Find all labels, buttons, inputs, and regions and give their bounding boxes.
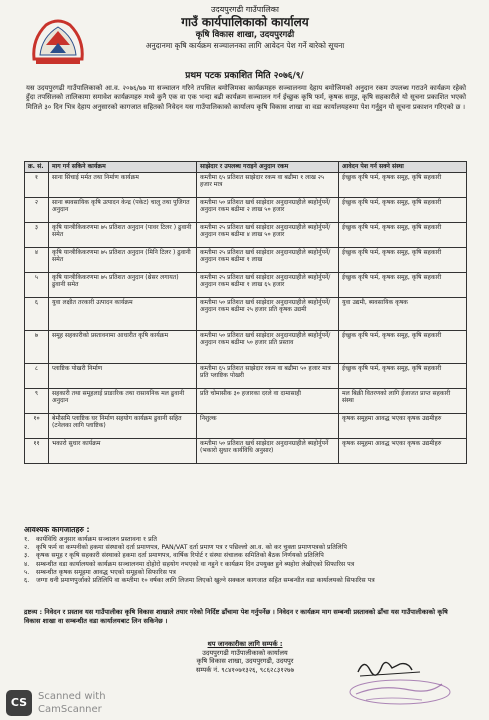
col-program: माग गर्न सकिने कार्यक्रम (49, 162, 197, 173)
office-name: गाउँ कार्यपालिकाको कार्यालय (181, 15, 309, 29)
list-item: ६. जग्गा धनी प्रमाणपुर्जाको प्रतिलिपि वा कम्तीमा १० वर्षका लागि लिजमा लिएको खुल्ने सक्कल कागजात सहित सम्बन्धीत वडा कार्यालयको सिफारिस पत्र (24, 577, 375, 585)
program-table (24, 161, 467, 464)
documents-list (24, 536, 466, 585)
col-applicant: आवेदन पेश गर्न सक्ने संस्था (339, 162, 467, 173)
list-item: २. कृषि फर्म वा कम्पनीको हकमा संस्थाको दर्ता प्रमाणपत्र, PAN/VAT दर्ता प्रमाण पत्र र पछिल्लो आ.व. को कर चुक्ता प्रमाणपत्रको प्रतिलिपि (24, 544, 347, 552)
office-header (95, 4, 395, 51)
col-serial: क्र. सं. (25, 162, 49, 173)
table-row: १ साना सिंचाई मर्मत तथा निर्माण कार्यक्रम कम्तीमा ६५ प्रतिशत साझेदार रकम वा बढीमा १ लाख २५ हजार मात्र ईच्छुक कृषि फर्म, कृषक समूह, कृषि सहकारी (25, 172, 467, 197)
table-row: ५ कृषि यान्त्रीकिकरणमा ७५ प्रतिशत अनुदान (थ्रेसर लगायत) ढुवानी समेत कम्तीमा २५ प्रतिशत खर्च साझेदार अनुदानग्राहीले ब्यहोर्नुपर्ने/अनुदान रकम बढीमा १ लाख ६५ हजार ईच्छुक कृषि फर्म, कृषक समूह, कृषि सहकारी (25, 272, 467, 297)
nepal-emblem-icon (28, 15, 88, 67)
contact-title: थप जानकारीका लागि सम्पर्क : (207, 640, 283, 648)
table-row: २ साना ब्यवसायिक कृषि उत्पादन केन्द्र (पकेट) चालु तथा पुजिगत अनुदान कम्तीमा ५० प्रतिशत खर्च साझेदार अनुदानग्राहीले ब्यहोर्नुपर्ने/अनुदान रकम बढीमा २ लाख ५० हजार ईच्छुक कृषि फर्म, कृषक समूह, कृषि सहकारी (25, 197, 467, 222)
list-item: ४. सम्बन्धीत वडा कार्यालयको कार्यक्रम सञ्चालनमा दोहोरो सहयोग नभएको वा नहुने र कार्यक्रम दिन उपयुक्त हुने ब्यहोरा लेखीएको सिफारिस पत्र (24, 560, 355, 568)
notice-title: प्रथम पटक प्रकाशित मिति २०७६/९/ (185, 71, 304, 81)
camscanner-watermark (6, 688, 166, 718)
list-item: ३. कृषक समूह र कृषि सहकारी संस्थाको हकमा दर्ता प्रमाणपत्र, वार्षिक रिपोर्ट र संस्था संचालक समितिको बैठक निर्णयको प्रतिलिपि (24, 552, 324, 560)
table-row: ६ युवा लक्षीत तरकारी उत्पादन कार्यक्रम कम्तीमा ५० प्रतिशत खर्च साझेदार अनुदानग्राहीले ब्यहोर्नुपर्ने/अनुदान रकम बढीमा २५ हजार प्रति कृषक उद्यमी युवा उद्यमी, ब्यवसायिक कृषक (25, 297, 467, 330)
list-item: ५. सम्बन्धीत कृषक समूहमा आवद्ध भएको समूहको सिफारिस पत्र (24, 568, 176, 576)
table-row: ९ सहकारी तथा समूहलाई प्राङारिक तथा रासायनिक मल ढुवानी अनुदान प्रति चोमासीक ३० हजारका दरले वा दामासाही मल बिक्री वितरणको लागि ईजाजत प्राप्त सहकारी संस्था (25, 388, 467, 413)
table-row: ११ भकारो सुधार कार्यक्रम कम्तीमा ५० प्रतिशत खर्च साझेदार अनुदानग्राहीले ब्यहोर्नुपर्ने (भकारो सुधार कार्यविधि अनुसार) कृषक समूहमा आवद्ध भएका कृषक उद्यमीहरु (25, 438, 467, 463)
municipality-name: उदयपुरगढी गाउँपालिका (211, 5, 279, 14)
documents-heading: आवश्यक कागजातहरु : (24, 525, 90, 534)
contact-office: उदयपुरगढी गाउँपालीकाको कार्यालय (202, 648, 288, 657)
contact-phone: सम्पर्क नं. ९८४१०७१३२६, ९८६२८३१२७७ (195, 665, 295, 674)
list-item: १. कार्यविधि अनुसार कार्यक्रम सञ्चालन प्रस्तावना १ प्रति (24, 536, 157, 543)
camscanner-logo-icon: CS (6, 690, 32, 716)
table-row: १० बेमौसमि प्लाष्टिक घर निर्माण सहयोग कार्यक्रम ढुवानी सहित (टनेलका लागि प्लाष्टिक) निशुल्क कृषक समूहमा आवद्ध भएका कृषक उद्यमीहरु (25, 413, 467, 438)
table-row: ७ समूह सहकारीको प्रस्तावनामा आधारीत कृषि कार्यक्रम कम्तीमा ५० प्रतिशत खर्च साझेदार अनुदानग्राहीले ब्यहोर्नुपर्ने/अनुदान रकम बढीमा ५० हजार प्रति प्रस्ताव ईच्छुक कृषि फर्म, कृषक समूह, कृषि सहकारी (25, 330, 467, 363)
table-row: ४ कृषि यान्त्रीकिकरणमा ७५ प्रतिशत अनुदान (मिनि टिलर ) ढुवानी समेत कम्तीमा २५ प्रतिशत खर्च साझेदार अनुदानग्राहीले ब्यहोर्नुपर्ने/अनुदान रकम बढीमा १ लाख ईच्छुक कृषि फर्म, कृषक समूह, कृषि सहकारी (25, 247, 467, 272)
table-row: ८ प्लाष्टिक पोखरी निर्माण कम्तीमा ६५ प्रतिशत साझेदार रकम वा बढीमा ५० हजार मात्र प्रति प्लाष्टिक पोखरी ईच्छुक कृषि फर्म, कृषक समूह, कृषि सहकारी (25, 363, 467, 388)
signature-stamp-icon (330, 654, 455, 709)
table-row: ३ कृषि यान्त्रीकिकरणमा ७५ प्रतिशत अनुदान (पावर टिलर ) ढुवानी समेत कम्तीमा २५ प्रतिशत खर्च साझेदार अनुदानग्राहीले ब्यहोर्नुपर्ने/अनुदान रकम बढीमा ४ लाख ५० हजार ईच्छुक कृषि फर्म, कृषक समूह, कृषि सहकारी (25, 222, 467, 247)
intro-paragraph: यस उदयपुरगढी गाउँपालिकाको आ.व. २०७६/७७ मा सञ्चालन गरिने तपसिल बमोजिमका कार्यक्रमहरु सञ्चालनमा देहाय बमोजिमको अनुदान रकम उपलब्ध गराउने कार्यक्रम रहेको हुँदा तपसिलको तालिकामा समावेश कार्यक्रमहरु मध्ये कुनै एक वा एक भन्दा बढी कार्यक्रम सञ्चालन गर्न ईच्छुक कृषि फर्म, कृषक समूह, कृषि सहकारीले यो सूचना प्रकाशित भएको मितिले ३० दिन भित्र देहाय अनुसारको कागजात सहितको निवेदन यस गाउँपालिकाको कार्यालय कृषि विकास शाखा वा वडा कार्यालयहरुमा पेश गर्नुहुन यो सूचना प्रकाशन गरिएको छ । (26, 84, 466, 111)
notice-subject: अनुदानमा कृषि कार्यक्रम सञ्चालनका लागि आवेदन पेश गर्ने बारेको सूचना (145, 41, 345, 50)
table-header-row (25, 162, 467, 173)
watermark-text: Scanned with CamScanner (38, 691, 106, 715)
contact-block (150, 640, 340, 674)
col-grant: साझेदार र उपलब्ध गराइने अनुदान रकम (197, 162, 339, 173)
contact-branch: कृषि विकास शाखा, उदयपुरगढी, उदयपुर (196, 657, 294, 666)
branch-name: कृषि विकास शाखा, उदयपुरगढी (195, 30, 295, 40)
note-paragraph: द्रष्टव्य : निवेदन र प्रस्ताव यस गाउँपालीका कृषि विकास शाखाले तयार गरेको निर्दिष्ट ढाँचामा पेश गर्नुपर्नेछ । निवेदन र कार्यक्रम माग सम्बन्धी प्रस्तावको ढाँचा यस गाउँपालीकाको कृषि विकास शाखा वा सम्बन्धीत वडा कार्यालयबाट लिन सकिनेछ । (24, 608, 448, 625)
